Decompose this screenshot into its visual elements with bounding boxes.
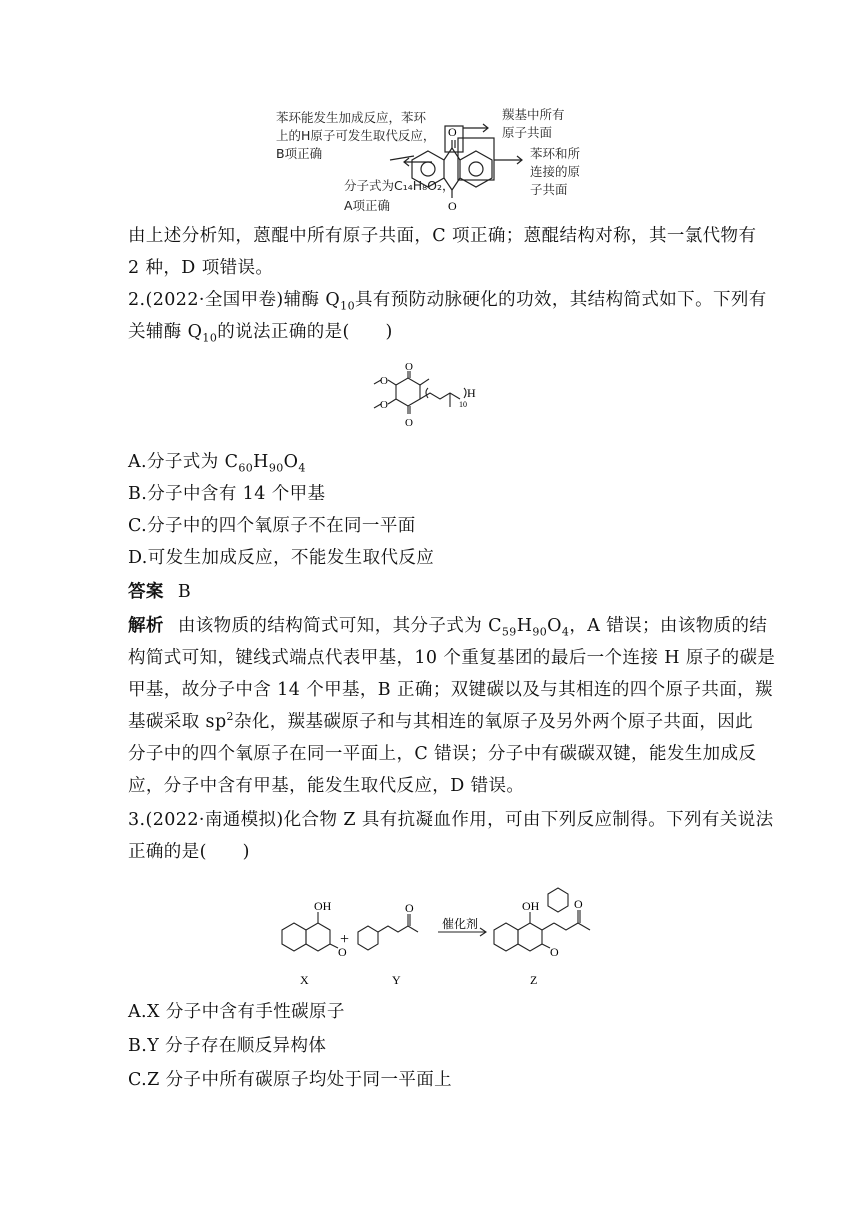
note-left-2: 上的H原子可发生取代反应， bbox=[276, 128, 436, 143]
plus-sign: + bbox=[340, 931, 350, 948]
atom-o: O bbox=[380, 375, 388, 387]
option-b: B.分子中含有 14 个甲基 bbox=[128, 484, 326, 504]
explanation-line: 分子中的四个氧原子在同一平面上，C 错误；分子中有碳碳双键，能发生加成反 bbox=[128, 744, 757, 764]
z-o-ketone: O bbox=[574, 897, 583, 911]
text-line: 由上述分析知，蒽醌中所有原子共面，C 项正确；蒽醌结构对称，其一氯代物有 bbox=[128, 226, 757, 246]
explanation-label: 解析 bbox=[128, 616, 164, 636]
option-d: D.可发生加成反应，不能发生取代反应 bbox=[128, 548, 435, 568]
z-oh: OH bbox=[522, 899, 540, 913]
atom-o-top: O bbox=[448, 125, 457, 139]
question-2-stem-line: 2.(2022·全国甲卷)辅酶 $Q_{10}$具有预防动脉硬化的功效，其结构简式如下。下列有 bbox=[128, 290, 767, 313]
note-right-mid-3: 子共面 bbox=[530, 182, 568, 197]
explanation-line: 应，分子中含有甲基，能发生取代反应，D 错误。 bbox=[128, 776, 525, 796]
note-right-top-2: 原子共面 bbox=[502, 125, 553, 140]
x-oh: OH bbox=[314, 899, 332, 913]
note-left-1: 苯环能发生加成反应，苯环 bbox=[276, 110, 427, 125]
answer-label: 答案 bbox=[128, 582, 164, 602]
x-o: O bbox=[338, 945, 347, 959]
option-c: C.Z 分子中所有碳原子均处于同一平面上 bbox=[128, 1070, 453, 1090]
note-left-3: B项正确 bbox=[276, 146, 323, 161]
question-3-stem-line: 3.(2022·南通模拟)化合物 Z 具有抗凝血作用，可由下列反应制得。下列有关说法 bbox=[128, 810, 774, 830]
question-3-stem-line: 正确的是( ) bbox=[128, 842, 250, 862]
option-c: C.分子中的四个氧原子不在同一平面 bbox=[128, 516, 416, 536]
option-b: B.Y 分子存在顺反异构体 bbox=[128, 1036, 327, 1056]
coenzyme-q10-structure bbox=[368, 358, 508, 436]
answer-value: B bbox=[177, 582, 192, 602]
explanation-line: 构简式可知，键线式端点代表甲基，10 个重复基团的最后一个连接 H 原子的碳是 bbox=[128, 648, 776, 668]
note-bottom-1: 分子式为C₁₄H₈O₂， bbox=[344, 178, 455, 193]
answer-line bbox=[128, 580, 738, 604]
question-2-stem-line: 关辅酶 $Q_{10}$的说法正确的是( ) bbox=[128, 322, 393, 345]
label-y: Y bbox=[392, 973, 401, 987]
option-a: A.X 分子中含有手性碳原子 bbox=[128, 1002, 345, 1022]
repeat-count: 10 bbox=[459, 400, 467, 409]
atom-o: O bbox=[380, 399, 388, 411]
atom-o-bottom: O bbox=[448, 199, 457, 213]
atom-o: O bbox=[405, 417, 413, 429]
note-right-top-1: 羰基中所有 bbox=[502, 107, 565, 122]
explanation-line: 甲基，故分子中含 14 个甲基，B 正确；双键碳以及与其相连的四个原子共面，羰 bbox=[128, 680, 773, 700]
note-right-mid-1: 苯环和所 bbox=[530, 146, 581, 161]
note-bottom-2: A项正确 bbox=[344, 198, 391, 213]
label-x: X bbox=[300, 973, 309, 987]
z-o: O bbox=[550, 945, 559, 959]
catalyst-label: 催化剂 bbox=[442, 917, 479, 931]
note-right-mid-2: 连接的原 bbox=[530, 164, 581, 179]
text-line: 2 种，D 项错误。 bbox=[128, 258, 274, 278]
label-z: Z bbox=[530, 973, 538, 987]
y-o: O bbox=[405, 901, 414, 915]
explanation-line: 基碳采取 $sp^2$杂化，羰基碳原子和与其相连的氧原子及另外两个原子共面，因此 bbox=[128, 710, 754, 732]
atom-h: H bbox=[467, 386, 476, 400]
explanation-line: 解析 由该物质的结构简式可知，其分子式为 $C_{59}H_{90}O_4$，A 错误；由该物质的结 bbox=[128, 616, 768, 639]
reaction-scheme bbox=[262, 880, 622, 990]
option-a: A.分子式为 $C_{60}H_{90}O_4$ bbox=[128, 452, 306, 475]
anthraquinone-diagram bbox=[270, 104, 610, 216]
atom-o: O bbox=[405, 361, 413, 373]
